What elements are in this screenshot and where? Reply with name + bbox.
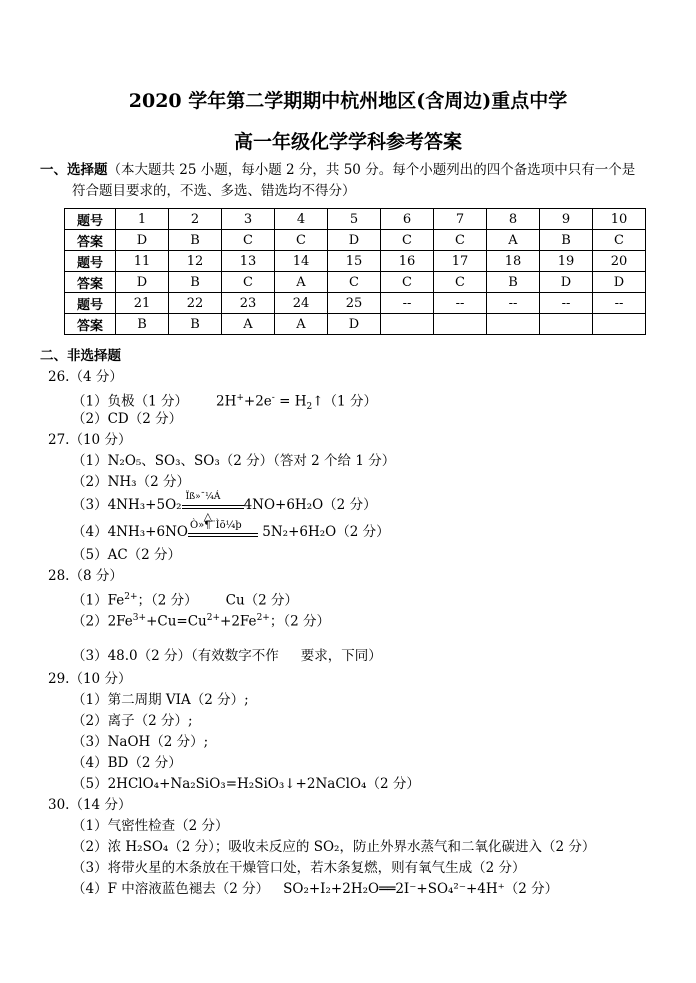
q30-part1: （1）气密性检查（2 分）	[72, 818, 229, 834]
table-row	[65, 314, 646, 335]
table-cell: 3	[222, 209, 275, 230]
table-cell	[381, 314, 434, 335]
row-label: 答案	[65, 230, 116, 251]
document-subtitle: 高一年级化学学科参考答案	[233, 131, 462, 153]
table-cell: D	[593, 272, 646, 293]
q28-part2-charge1: 3+	[132, 613, 147, 623]
table-cell: B	[540, 230, 593, 251]
table-cell: --	[381, 293, 434, 314]
q28-part2	[72, 609, 330, 631]
q28-part3-a: （3）48.0（2 分）（有效数字不作	[72, 648, 279, 664]
table-cell: --	[593, 293, 646, 314]
q30-part3: （3）将带火星的木条放在干燥管口处，若木条复燃，则有氧气生成（2 分）	[72, 860, 526, 876]
answer-table	[64, 208, 646, 335]
q28-part1-a: （1）Fe	[72, 592, 125, 609]
table-cell: 6	[381, 209, 434, 230]
q30-part4	[72, 880, 558, 898]
q28-part1	[72, 588, 298, 610]
table-cell: 18	[487, 251, 540, 272]
table-cell: 16	[381, 251, 434, 272]
q26-eq-a: 2H	[215, 393, 237, 410]
table-cell: A	[275, 314, 328, 335]
table-cell: A	[487, 230, 540, 251]
row-label: 题号	[65, 209, 116, 230]
table-cell: 2	[169, 209, 222, 230]
section1-description-cont: 符合题目要求的，不选、多选、错选均不得分）	[72, 183, 356, 199]
q30-part4-equation: SO₂+I₂+2H₂O══2I⁻+SO₄²⁻+4H⁺（2 分）	[283, 881, 559, 897]
q27-part3-reactants: （3）4NH₃+5O₂	[72, 497, 182, 513]
table-cell: 1	[116, 209, 169, 230]
table-cell: 24	[275, 293, 328, 314]
q30-heading: 30.（14 分）	[48, 797, 132, 813]
table-cell: D	[116, 272, 169, 293]
q27-part2: （2）NH₃（2 分）	[72, 474, 190, 490]
table-row	[65, 209, 646, 230]
table-cell: C	[593, 230, 646, 251]
table-cell: 19	[540, 251, 593, 272]
table-cell: B	[169, 230, 222, 251]
table-cell: --	[487, 293, 540, 314]
table-cell: D	[328, 230, 381, 251]
q28-part2-charge3: 2+	[256, 613, 270, 623]
q27-heading: 27.（10 分）	[48, 432, 132, 448]
q29-part5: （5）2HClO₄+Na₂SiO₃=H₂SiO₃↓+2NaClO₄（2 分）	[72, 776, 420, 792]
table-row	[65, 251, 646, 272]
table-cell	[487, 314, 540, 335]
table-cell: 20	[593, 251, 646, 272]
heat-symbol: △	[203, 510, 213, 523]
q28-part1-c: Cu（2 分）	[225, 592, 299, 609]
row-label: 答案	[65, 272, 116, 293]
table-cell: B	[487, 272, 540, 293]
q26-eq-c: = H	[274, 393, 307, 410]
table-cell: 21	[116, 293, 169, 314]
table-cell: 13	[222, 251, 275, 272]
q27-part3	[72, 492, 377, 523]
q29-part3: （3）NaOH（2 分）;	[72, 734, 209, 750]
table-cell: 17	[434, 251, 487, 272]
table-cell: 9	[540, 209, 593, 230]
reaction-condition-arrow	[188, 520, 258, 541]
table-cell: B	[116, 314, 169, 335]
q26-part1-text: （1）负极（1 分）	[72, 393, 188, 410]
table-cell: 4	[275, 209, 328, 230]
table-row	[65, 230, 646, 251]
table-cell: A	[222, 314, 275, 335]
q26-eq-b: +2e	[243, 393, 272, 410]
q27-part1: （1）N₂O₅、SO₃、SO₃（2 分）（答对 2 个给 1 分）	[72, 453, 396, 469]
q27-part3-products: 4NO+6H₂O（2 分）	[243, 497, 377, 513]
table-cell: 22	[169, 293, 222, 314]
table-cell: 14	[275, 251, 328, 272]
section2-heading: 二、非选择题	[40, 348, 121, 364]
q29-heading: 29.（10 分）	[48, 671, 132, 687]
table-cell: B	[169, 272, 222, 293]
table-cell	[540, 314, 593, 335]
table-cell: 11	[116, 251, 169, 272]
table-cell: C	[275, 230, 328, 251]
q26-part2: （2）CD（2 分）	[72, 411, 183, 427]
q29-part1: （1）第二周期 VIA（2 分）;	[72, 692, 249, 708]
table-cell: 8	[487, 209, 540, 230]
q27-part4	[72, 520, 390, 541]
table-cell: 23	[222, 293, 275, 314]
q26-eq-d: ↑（1 分）	[312, 393, 377, 410]
q26-heading: 26.（4 分）	[48, 369, 123, 385]
row-label: 答案	[65, 314, 116, 335]
q30-part4-a: （4）F 中溶液蓝色褪去（2 分）	[72, 881, 270, 897]
row-label: 题号	[65, 251, 116, 272]
table-cell: 5	[328, 209, 381, 230]
table-row	[65, 293, 646, 314]
q28-heading: 28.（8 分）	[48, 568, 123, 584]
table-cell: D	[116, 230, 169, 251]
q27-part5: （5）AC（2 分）	[72, 547, 182, 563]
table-cell: 25	[328, 293, 381, 314]
q28-part1-charge: 2+	[124, 592, 138, 602]
table-cell: C	[381, 272, 434, 293]
q29-part2: （2）离子（2 分）;	[72, 713, 193, 729]
table-cell: --	[540, 293, 593, 314]
q28-part2-a: （2）2Fe	[72, 613, 133, 630]
q28-part2-d: ；（2 分）	[269, 613, 330, 630]
table-cell	[434, 314, 487, 335]
section1-description: （本大题共 25 小题，每小题 2 分，共 50 分。每个小题列出的四个备选项中只有一个是	[107, 162, 636, 178]
q27-part4-condition: Ò»¶¨Ìõ¼þ	[189, 520, 242, 531]
q28-part3	[72, 647, 382, 665]
table-cell: 7	[434, 209, 487, 230]
q28-part3-b: 要求，下同）	[300, 648, 382, 664]
table-cell: C	[328, 272, 381, 293]
q27-part4-reactants: （4）4NH₃+6NO	[72, 524, 188, 540]
table-cell: D	[540, 272, 593, 293]
table-cell: A	[275, 272, 328, 293]
table-row	[65, 272, 646, 293]
table-cell: 10	[593, 209, 646, 230]
table-cell: 15	[328, 251, 381, 272]
q27-part3-condition: Ïß»¯¼Á	[185, 492, 221, 502]
table-cell: 12	[169, 251, 222, 272]
q28-part1-b: ；（2 分）	[137, 592, 198, 609]
table-cell: C	[434, 230, 487, 251]
table-cell: C	[434, 272, 487, 293]
q27-part4-products: 5N₂+6H₂O（2 分）	[262, 524, 390, 540]
table-cell: D	[328, 314, 381, 335]
section1-heading	[40, 161, 635, 179]
table-cell	[593, 314, 646, 335]
table-cell: C	[381, 230, 434, 251]
table-cell: B	[169, 314, 222, 335]
table-cell: C	[222, 230, 275, 251]
table-cell: C	[222, 272, 275, 293]
q28-part2-charge2: 2+	[206, 613, 221, 623]
reaction-condition-arrow	[182, 492, 244, 523]
section1-label: 一、选择题	[40, 162, 108, 178]
q26-part1: （1）负极（1 分） $2H^++2e^- = H_2↑(1$ 分）	[72, 393, 377, 413]
q29-part4: （4）BD（2 分）	[72, 755, 182, 771]
q28-part2-b: +Cu=Cu	[146, 613, 207, 630]
document-title: 2020 学年第二学期期中杭州地区(含周边)重点中学	[128, 90, 568, 112]
table-cell: --	[434, 293, 487, 314]
row-label: 题号	[65, 293, 116, 314]
q30-part2: （2）浓 H₂SO₄（2 分）；吸收未反应的 SO₂，防止外界水蒸气和二氧化碳进入（2 分）	[72, 839, 596, 855]
q28-part2-c: +2Fe	[220, 613, 257, 630]
